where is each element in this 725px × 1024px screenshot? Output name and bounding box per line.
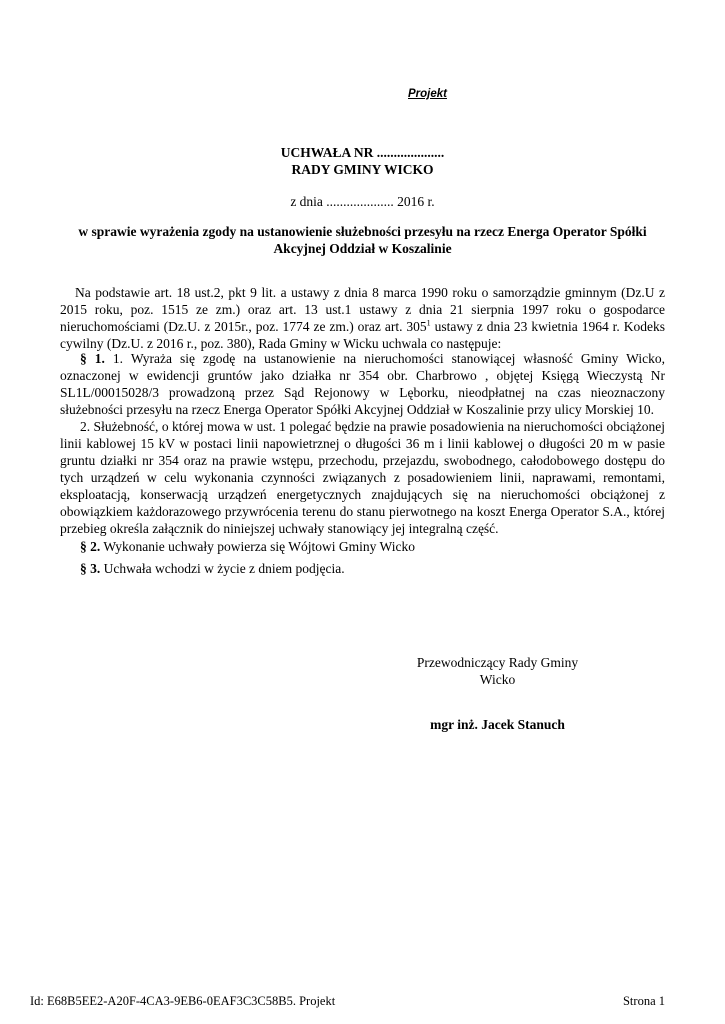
signatory-title: [410, 654, 585, 688]
section-1-label: § 1.: [80, 351, 105, 366]
section-2-text: Wykonanie uchwały powierza się Wójtowi Gminy Wicko: [100, 539, 415, 554]
resolution-date: z dnia .................... 2016 r.: [290, 194, 435, 209]
signatory-name: mgr inż. Jacek Stanuch: [430, 717, 565, 732]
section-2-label: § 2.: [80, 539, 101, 554]
council-name: RADY GMINY WICKO: [291, 162, 434, 177]
preamble-text-b: ustawy z dnia 23 kwietnia 1964 r. Kodeks cywilny (Dz.U. z 2016 r., poz. 380), Rada Gminy w Wicku uchwala co następuje:: [60, 319, 665, 351]
resolution-subject: w sprawie wyrażenia zgody na ustanowienie służebności przesyłu na rzecz Energa Operator Spółki Akcyjnej Oddział w Koszalinie: [78, 224, 647, 256]
page-number: Strona 1: [622, 994, 665, 1008]
preamble-paragraph: [60, 284, 665, 352]
section-2-paragraph: [60, 538, 665, 555]
section-3-text: Uchwała wchodzi w życie z dniem podjęcia.: [100, 561, 345, 576]
signatory-title-line1: Przewodniczący Rady Gminy: [416, 655, 579, 670]
page-footer: [30, 993, 665, 1010]
section-3-label: § 3.: [80, 561, 101, 576]
preamble-text-a: Na podstawie art. 18 ust.2, pkt 9 lit. a ustawy z dnia 8 marca 1990 roku o samorządzie gminnym (Dz.U z 2015 roku, poz. 1515 ze zm.) oraz art. 13 ust.1 ustawy z dnia 21 sierpnia 1997 roku o gospodarce nieruchomościami (Dz.U. z 2015r., poz. 1774 ze zm.) oraz art. 305: [60, 285, 665, 334]
section-1-paragraph: [60, 350, 665, 418]
resolution-title: [0, 144, 725, 178]
projekt-label: Projekt: [408, 88, 447, 100]
section-3-paragraph: [60, 560, 665, 577]
preamble-superscript: 1: [426, 318, 431, 328]
section-1-point-2: 2. Służebność, o której mowa w ust. 1 polegać będzie na prawie posadowienia na nieruchomości obciążonej linii kablowej 15 kV w postaci linii napowietrznej o długości 36 m i linii kablowej o długości 20 m w pasie gruntu działki nr 354 oraz na prawie wstępu, przechodu, przejazdu, swobodnego, całodobowego dostępu do tych urządzeń w celu wykonania czynności związanych z posadowieniem linii, naprawami, remontami, eksploatacją, konserwacją urządzeń energetycznych znajdujących się na nieruchomości obciążonej z obowiązkiem każdorazowego przywrócenia terenu do stanu pierwotnego na koszt Energa Operator S.A., której przebieg określa załącznik do niniejszej uchwały stanowiący jej integralną część.: [60, 419, 665, 536]
signatory-title-line2: Wicko: [479, 672, 516, 687]
section-1-text: 1. Wyraża się zgodę na ustanowienie na nieruchomości stanowiącej własność Gminy Wicko, oznaczonej w ewidencji gruntów jako działka nr 354 obr. Charbrowo , objętej Księgą Wieczystą Nr SL1L/00015028/3 prowadzoną przez Sąd Rejonowy w Lęborku, nieodpłatnej na czas nieoznaczony służebności przesyłu na rzecz Energa Operator Spółki Akcyjnej Oddział w Koszalinie przy ulicy Morskiej 10.: [60, 351, 665, 417]
resolution-number: UCHWAŁA NR ....................: [280, 145, 445, 160]
document-id: Id: E68B5EE2-A20F-4CA3-9EB6-0EAF3C3C58B5. Projekt: [30, 994, 336, 1008]
